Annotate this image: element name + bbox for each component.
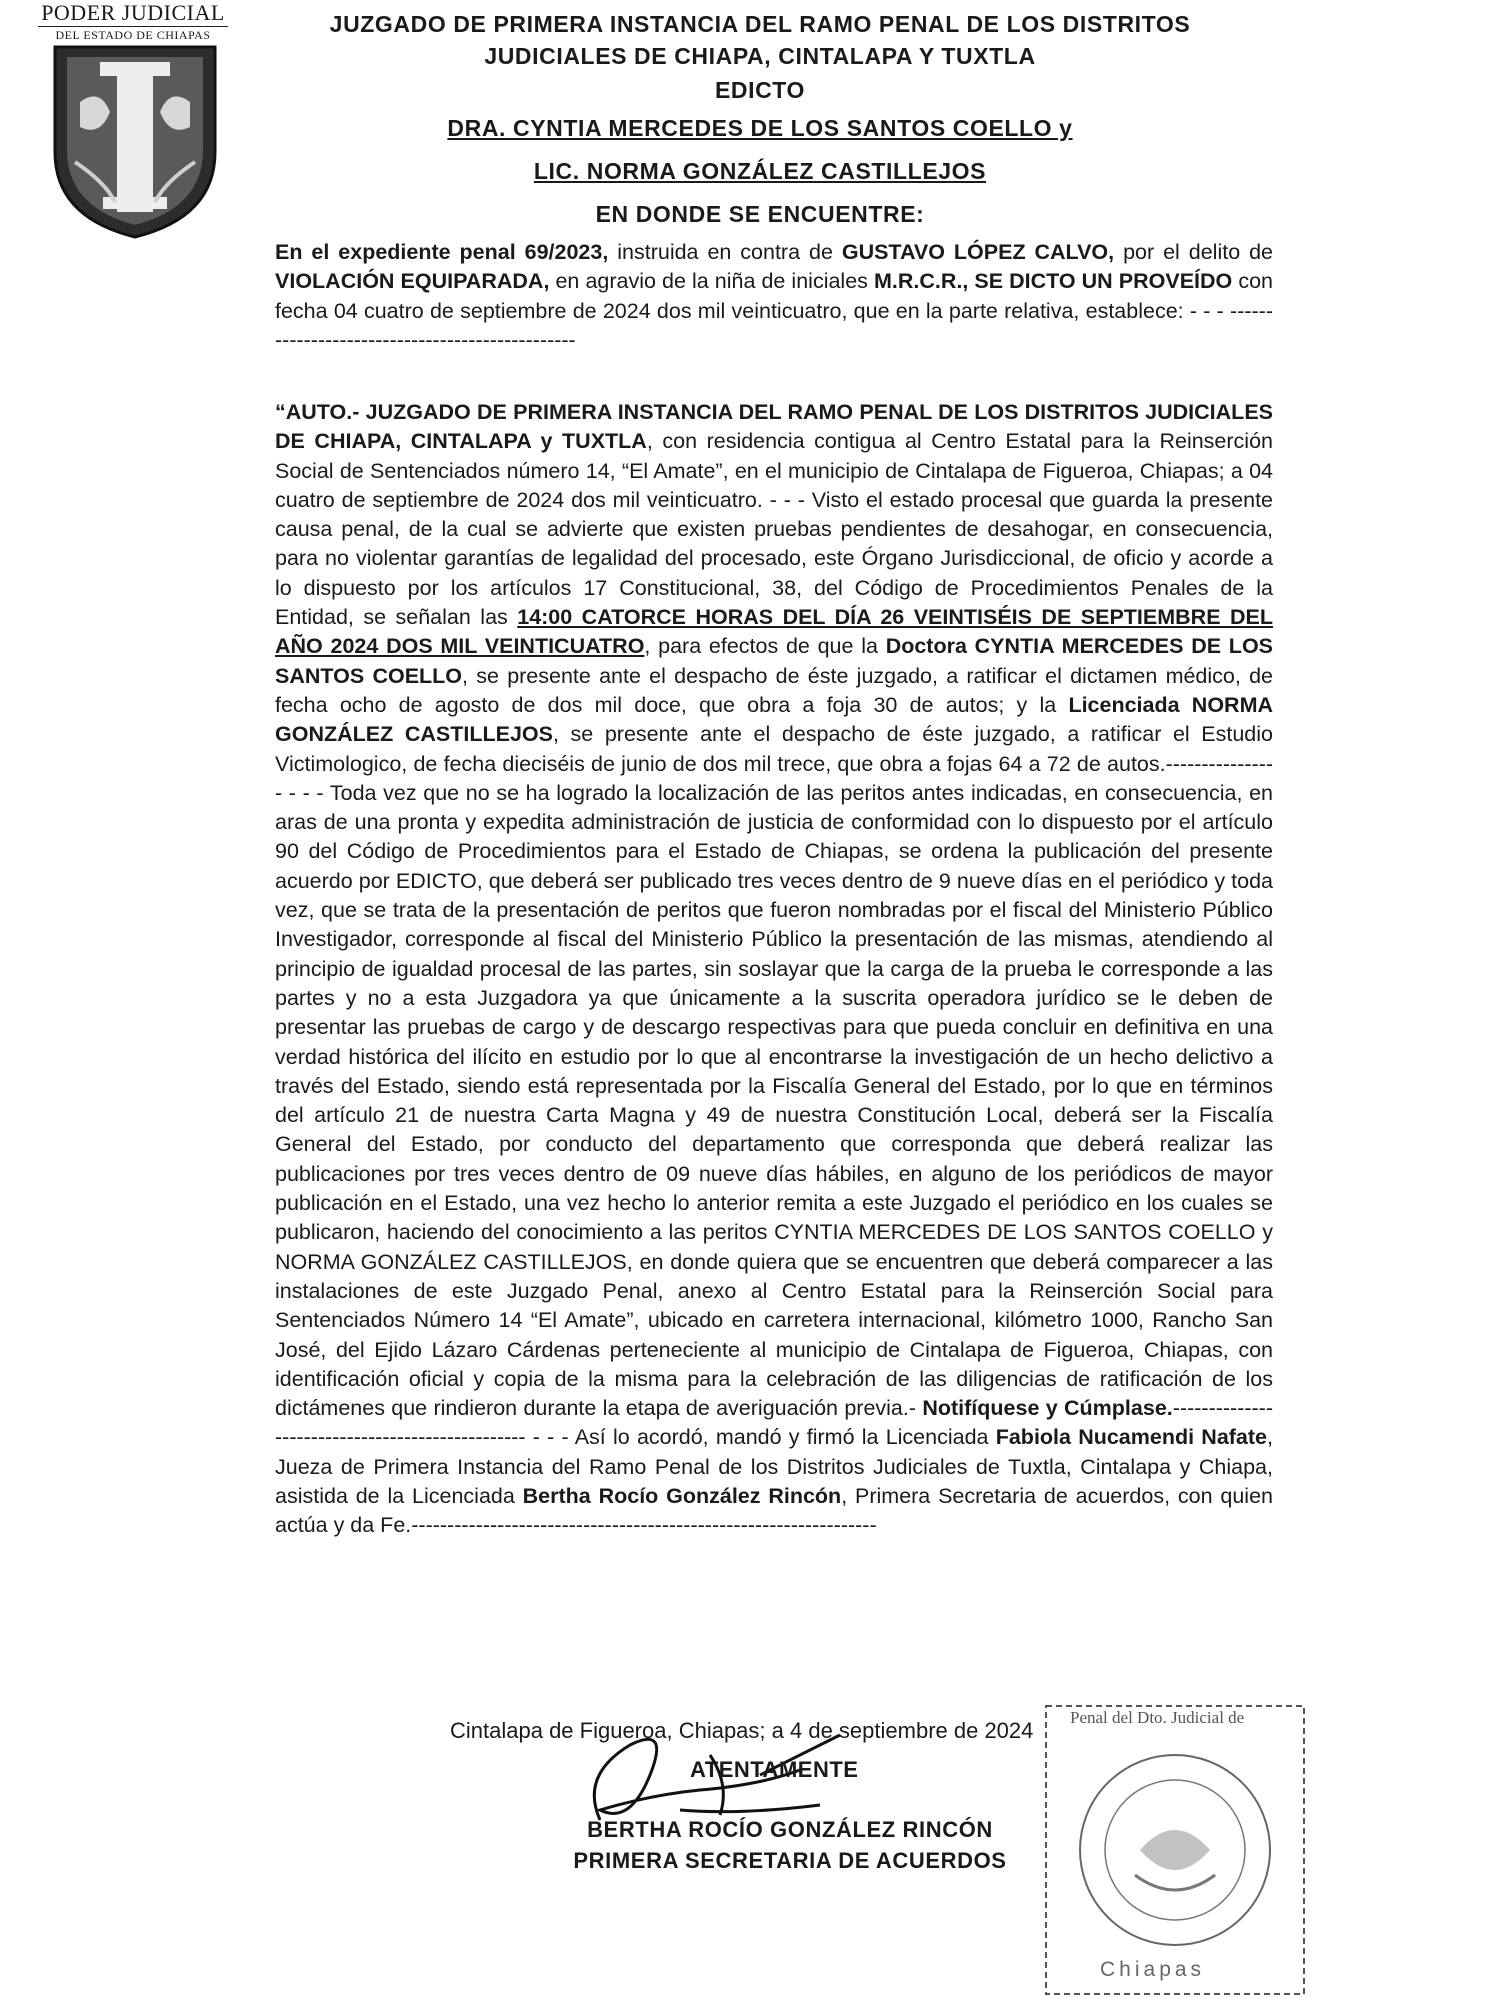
document-type: EDICTO xyxy=(714,77,806,103)
auto-text: , se presente ante el despacho de éste juzgado, a ratificar el Estudio Victimologico, de fecha dieciséis de junio de dos mil trece, que obra a fojas 64 a 72 de autos.---------------- - - - Toda vez que no se ha logrado la localización de las peritos antes indicadas, en consecuencia, en aras de una pronta y expedita administración de justicia de conformidad con lo dispuesto por el artículo 90 del Código de Procedimientos para el Estado de Chiapas, se ordena la publicación del presente acuerdo por EDICTO, que deberá ser publicado tres veces dentro de 9 nueve días en el periódico y toda vez, que se trata de la presentación de peritos que fueron nombradas por el fiscal del Ministerio Público Investigador, corresponde al fiscal del Ministerio Público la presentación de las mismas, atendiendo al principio de igualdad procesal de las partes, sin soslayar que la carga de la prueba le corresponde a las partes y no a esta Juzgadora ya que únicamente a la suscrita operadora jurídico se le deben de presentar las pruebas de cargo y de descargo respectivas para que pueda concluir en definitiva en una verdad histórica del ilícito en estudio por lo que al encontrarse la investigación de un hecho delictivo a través del Estado, siendo está representada por la Fiscalía General del Estado, por lo que en términos del artículo 21 de nuestra Carta Magna y 49 de nuestra Constitución Local, deberá ser la Fiscalía General del Estado, por conducto del departamento que corresponda que deberá realizar las publicaciones por tres veces dentro de 09 nueve días hábiles, en alguno de los periódicos de mayor publicación en el Estado, una vez hecho lo anterior remita a este Juzgado el periódico en los cuales se publicaron, haciendo del conocimiento a las peritos CYNTIA MERCEDES DE LOS SANTOS COELLO y NORMA GONZÁLEZ CASTILLEJOS, en donde quiera que se encuentren que deberá comparecer a las instalaciones de este Juzgado Penal, anexo al Centro Estatal para la Reinserción Social para Sentenciados Número 14 “El Amate”, ubicado en carretera internacional, kilómetro 1000, Rancho San José, del Ejido Lázaro Cárdenas perteneciente al municipio de Cintalapa de Figueroa, Chiapas, con identificación oficial y copia de la misma para la celebración de las diligencias de ratificación de los dictámenes que rindieron durante la etapa de averiguación previa.- xyxy=(275,722,1273,1421)
seal-bottom-text: Chiapas xyxy=(1100,1958,1206,1981)
auto-text: , con residencia contigua al Centro Estatal para la Reinserción Social de Sentenciados número 14, “El Amate”, en el municipio de Cintalapa de Figueroa, Chiapas; a 04 cuatro de septiembre de 2024 dos mil veinticuatro. - - - Visto el estado procesal que guarda la presente causa penal, de la cual se advierte que existen pruebas pendientes de desahogar, en consecuencia, para no violentar garantías de legalidad del procesado, este Órgano Jurisdiccional, de oficio y acorde a lo dispuesto por los artículos 17 Constitucional, 38, del Código de Procedimientos Penales de la Entidad, se señalan las xyxy=(275,429,1273,630)
auto-text: , para efectos de que la xyxy=(644,634,886,659)
secretary-name: Bertha Rocío González Rincón xyxy=(522,1483,842,1508)
auto-court-heading: “AUTO.- JUZGADO DE PRIMERA INSTANCIA DEL RAMO PENAL DE LOS DISTRITOS JUDICIALES DE CHIAPA, CINTALAPA y TUXTLA xyxy=(275,400,1273,454)
intro-text: en agravio de la niña de iniciales xyxy=(549,269,874,294)
hearing-date: 14:00 CATORCE HORAS DEL DÍA 26 VEINTISÉIS DE SEPTIEMBRE DEL AÑO 2024 DOS MIL VEINTICUATRO xyxy=(275,605,1273,659)
notify-comply: Notifíquese y Cúmplase. xyxy=(922,1396,1173,1421)
seal-top-text: Penal del Dto. Judicial de xyxy=(1070,1708,1245,1727)
intro-crime: VIOLACIÓN EQUIPARADA, xyxy=(275,269,550,294)
auto-paragraph xyxy=(275,398,1273,1541)
court-name-line2: JUDICIALES DE CHIAPA, CINTALAPA Y TUXTLA xyxy=(484,43,1036,69)
signer-name: BERTHA ROCÍO GONZÁLEZ RINCÓN xyxy=(587,1817,993,1842)
addressee-line2: LIC. NORMA GONZÁLEZ CASTILLEJOS xyxy=(533,158,987,184)
atentamente-label: ATENTAMENTE xyxy=(690,1757,859,1782)
court-name-line1: JUZGADO DE PRIMERA INSTANCIA DEL RAMO PENAL DE LOS DISTRITOS xyxy=(329,11,1191,37)
addressee-line1: DRA. CYNTIA MERCEDES DE LOS SANTOS COELLO y xyxy=(447,115,1073,141)
auto-text: , Jueza de Primera Instancia del Ramo Penal de los Distritos Judiciales de Tuxtla, Cintalapa y Chiapa, asistida de la Licenciada xyxy=(275,1425,1273,1508)
judicial-logo xyxy=(30,0,230,250)
auto-text: , Primera Secretaria de acuerdos, con quien actúa y da Fe.----------------------------------------------------------------- xyxy=(275,1483,1273,1538)
intro-text: con fecha 04 cuatro de septiembre de 2024 dos mil veinticuatro, que en la parte relativa, establece: - - - ------------------------------------------------ xyxy=(275,269,1273,352)
official-seal-icon xyxy=(1040,1700,1310,2000)
location-line: EN DONDE SE ENCUENTRE: xyxy=(595,201,925,227)
intro-victim-initials: M.R.C.R., SE DICTO UN PROVEÍDO xyxy=(873,269,1233,294)
auto-text: , se presente ante el despacho de éste juzgado, a ratificar el dictamen médico, de fecha ocho de agosto de dos mil doce, que obra a foja 30 de autos; y la xyxy=(275,663,1273,717)
expert-licensee-name: Licenciada NORMA GONZÁLEZ CASTILLEJOS xyxy=(275,692,1274,747)
intro-accused-name: GUSTAVO LÓPEZ CALVO, xyxy=(841,240,1115,264)
logo-org-subtitle: DEL ESTADO DE CHIAPAS xyxy=(38,26,228,43)
intro-text: instruida en contra de xyxy=(608,240,842,264)
logo-org-name: PODER JUDICIAL xyxy=(41,0,225,25)
auto-text: ------------------------------------------------- - - - Así lo acordó, mandó y firmó la Licenciada xyxy=(275,1396,1274,1450)
coat-of-arms-icon xyxy=(45,42,225,242)
intro-paragraph xyxy=(275,238,1273,355)
intro-text: por el delito de xyxy=(1114,240,1274,264)
intro-case-number: En el expediente penal 69/2023, xyxy=(275,240,609,264)
expert-doctor-name: Doctora CYNTIA MERCEDES DE LOS SANTOS COELLO xyxy=(275,634,1274,688)
signer-title: PRIMERA SECRETARIA DE ACUERDOS xyxy=(573,1848,1007,1873)
place-date: Cintalapa de Figueroa, Chiapas; a 4 de septiembre de 2024 xyxy=(450,1718,1034,1743)
judge-name: Fabiola Nucamendi Nafate xyxy=(995,1425,1268,1450)
